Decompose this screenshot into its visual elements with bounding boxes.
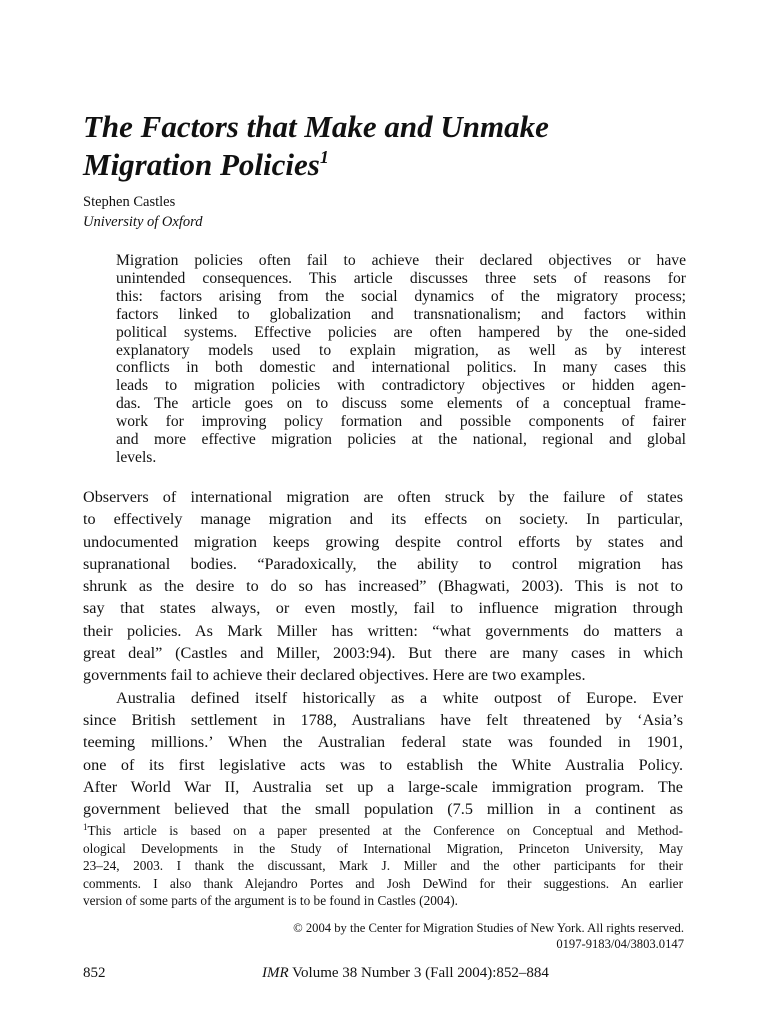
body-line: After World War II, Australia set up a large-scale immigration program. The [83,777,683,796]
journal-abbrev: IMR [262,965,289,981]
author-affiliation: University of Oxford [83,214,203,230]
abstract-line: leads to migration policies with contradictory objectives or hidden agen- [116,377,686,395]
abstract [116,252,686,467]
author-name: Stephen Castles [83,194,176,210]
issn-code: 0197-9183/04/3803.0147 [556,937,684,951]
copyright-notice [84,920,684,952]
body-text [83,486,683,820]
body-line: to effectively manage migration and its effects on society. In particular, [83,510,683,529]
body-line: their policies. As Mark Miller has written: “what governments do matters a [83,621,683,640]
abstract-line: and more effective migration policies at the national, regional and global [116,431,686,449]
abstract-line: conflicts in both domestic and international politics. In many cases this [116,359,686,377]
article-title [83,108,703,184]
footnote-line: ological Developments in the Study of International Migration, Princeton University, May [83,840,683,856]
body-line: teeming millions.’ When the Australian federal state was founded in 1901, [83,733,683,752]
body-line: say that states always, or even mostly, fail to influence migration through [83,599,683,618]
body-line: governments fail to achieve their declared objectives. Here are two examples. [83,666,586,685]
abstract-line: factors linked to globalization and transnationalism; and factors within [116,305,686,323]
footnote-line: version of some parts of the argument is to be found in Castles (2004). [83,893,458,909]
title-line-1: The Factors that Make and Unmake [83,109,549,144]
body-line: government believed that the small population (7.5 million in a continent as [83,800,683,819]
body-line: since British settlement in 1788, Australians have felt threatened by ‘Asia’s [83,710,683,729]
copyright-line: © 2004 by the Center for Migration Studies of New York. All rights reserved. [293,921,684,935]
abstract-line: this: factors arising from the social dynamics of the migratory process; [116,287,686,305]
body-line: Australia defined itself historically as a white outpost of Europe. Ever [116,688,683,707]
footnote-line [83,822,683,840]
footnote-mark: 1 [83,822,88,832]
footnote-line: comments. I also thank Alejandro Portes and Josh DeWind for their suggestions. An earlier [83,875,683,891]
abstract-line: political systems. Effective policies are often hampered by the one-sided [116,323,686,341]
footnote-line: 23–24, 2003. I thank the discussant, Mark J. Miller and the other participants for their [83,858,683,874]
abstract-line: explanatory models used to explain migration, as well as by interest [116,341,686,359]
page-number: 852 [83,965,106,981]
footnote [83,822,683,910]
body-line: shrunk as the desire to do so has increased” (Bhagwati, 2003). This is not to [83,577,683,596]
journal-issue: Volume 38 Number 3 (Fall 2004):852–884 [288,965,549,981]
abstract-line: levels. [116,448,157,466]
body-line: one of its first legislative acts was to establish the White Australia Policy. [83,755,683,774]
body-line: undocumented migration keeps growing despite control efforts by states and [83,532,683,551]
body-line: great deal” (Castles and Miller, 2003:94). But there are many cases in which [83,644,683,663]
body-line: supranational bodies. “Paradoxically, the ability to control migration has [83,554,683,573]
title-footnote-mark: 1 [319,147,329,167]
body-line: Observers of international migration are often struck by the failure of states [83,488,683,506]
abstract-line: unintended consequences. This article discusses three sets of reasons for [116,269,686,287]
journal-citation [262,963,549,983]
title-line-2: Migration Policies [83,147,320,182]
abstract-line: Migration policies often fail to achieve their declared objectives or have [116,252,686,269]
abstract-line: das. The article goes on to discuss some elements of a conceptual frame- [116,395,686,413]
footnote-line-text: This article is based on a paper presented at the Conference on Conceptual and Method- [87,823,683,838]
abstract-line: work for improving policy formation and possible components of fairer [116,413,686,431]
